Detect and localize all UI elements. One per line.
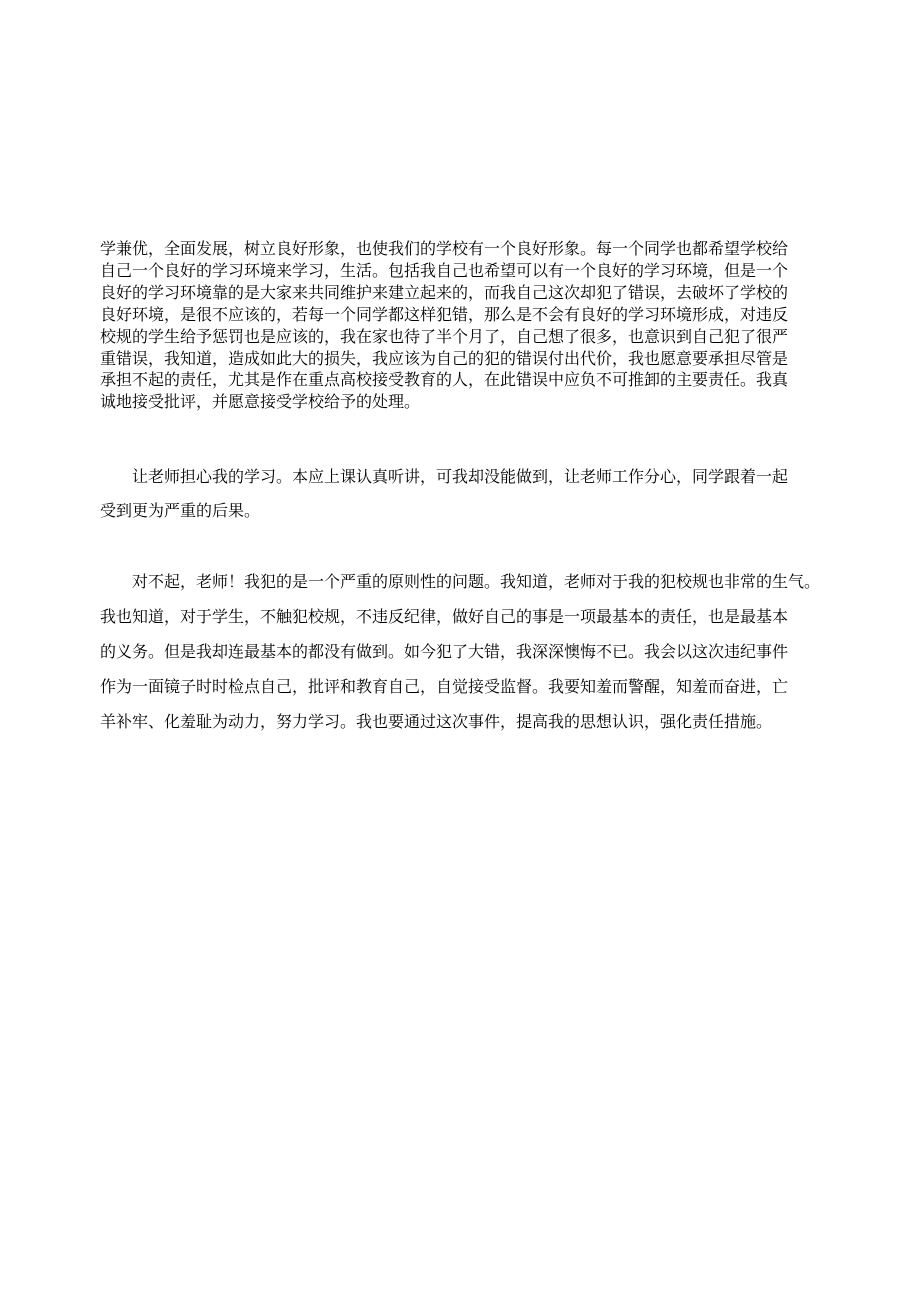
paragraph-line: 良好的学习环境靠的是大家来共同维护来建立起来的，而我自己这次却犯了错误，去破坏了学校的 [100, 282, 789, 302]
paragraph-line: 诚地接受批评，并愿意接受学校给予的处理。 [100, 392, 421, 412]
paragraph-2 [100, 460, 830, 528]
paragraph-line: 对不起，老师！我犯的是一个严重的原则性的问题。我知道，老师对于我的犯校规也非常的生气。 [132, 572, 821, 591]
paragraph-line: 羊补牢、化羞耻为动力，努力学习。我也要通过这次事件，提高我的思想认识，强化责任措施。 [100, 712, 773, 731]
paragraph-line: 学兼优，全面发展，树立良好形象，也使我们的学校有一个良好形象。每一个同学也都希望学校给 [100, 239, 789, 258]
paragraph-line: 自己一个良好的学习环境来学习，生活。包括我自己也希望可以有一个良好的学习环境，但是一个 [100, 260, 789, 280]
paragraph-line: 让老师担心我的学习。本应上课认真听讲，可我却没能做到，让老师工作分心，同学跟着一起 [132, 467, 789, 486]
paragraph-1 [100, 238, 830, 413]
paragraph-line: 受到更为严重的后果。 [100, 501, 261, 520]
paragraph-line: 我也知道，对于学生，不触犯校规，不违反纪律，做好自己的事是一项最基本的责任，也是最基本 [100, 607, 789, 626]
paragraph-line: 承担不起的责任，尤其是作在重点高校接受教育的人，在此错误中应负不可推卸的主要责任。我真 [100, 370, 789, 390]
paragraph-line: 的义务。但是我却连最基本的都没有做到。如今犯了大错，我深深懊悔不已。我会以这次违纪事件 [100, 642, 789, 661]
paragraph-line: 重错误，我知道，造成如此大的损失，我应该为自己的犯的错误付出代价，我也愿意要承担尽管是 [100, 348, 789, 368]
paragraph-3 [100, 564, 830, 739]
paragraph-line: 校规的学生给予惩罚也是应该的，我在家也待了半个月了，自己想了很多，也意识到自己犯了很严 [100, 326, 789, 346]
paragraph-line: 作为一面镜子时时检点自己，批评和教育自己，自觉接受监督。我要知羞而警醒，知羞而奋进，亡 [100, 677, 789, 696]
paragraph-line: 良好环境，是很不应该的，若每一个同学都这样犯错，那么是不会有良好的学习环境形成，对违反 [100, 304, 789, 324]
